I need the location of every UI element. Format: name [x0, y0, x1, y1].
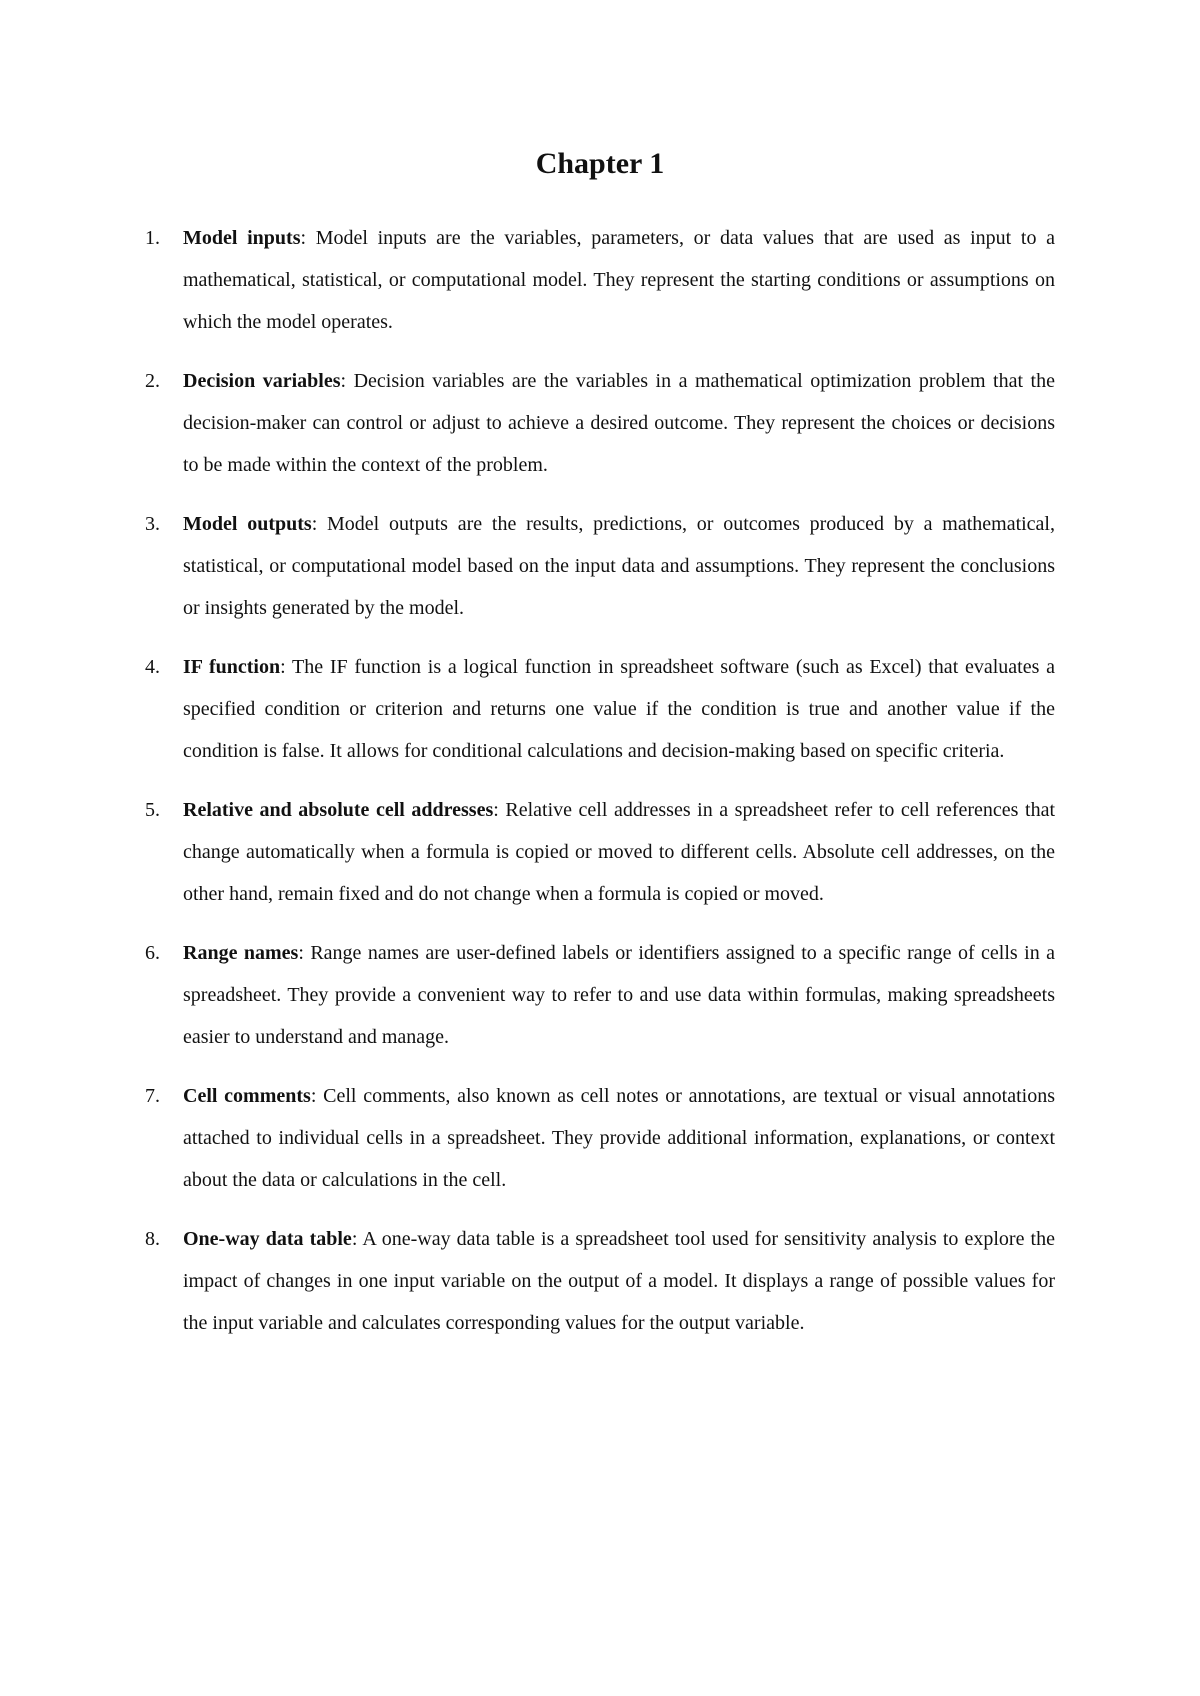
item-definition: : Model inputs are the variables, parameters, or data values that are used as input to a mathematical, statistical, or computational model. They represent the starting conditions or assumptions on which the model operates.: [183, 227, 1055, 333]
list-item: [145, 646, 1055, 772]
item-term: One-way data table: [183, 1228, 352, 1250]
item-definition: : Model outputs are the results, predictions, or outcomes produced by a mathematical, statistical, or computational model based on the input data and assumptions. They represent the conclusions or insights generated by the model.: [183, 513, 1055, 619]
item-number: 8.: [145, 1228, 160, 1250]
item-number: 5.: [145, 799, 160, 821]
item-number: 4.: [145, 656, 160, 678]
list-item: [145, 932, 1055, 1058]
item-term: Decision variables: [183, 370, 341, 392]
item-term: Range names: [183, 942, 299, 964]
item-number: 6.: [145, 942, 160, 964]
item-definition: : Decision variables are the variables in a mathematical optimization problem that the decision-maker can control or adjust to achieve a desired outcome. They represent the choices or decisions to be made within the context of the problem.: [183, 370, 1055, 476]
list-item: [145, 503, 1055, 629]
list-item: [145, 789, 1055, 915]
item-term: IF function: [183, 656, 281, 678]
item-term: Cell comments: [183, 1085, 311, 1107]
item-number: 3.: [145, 513, 160, 535]
item-number: 2.: [145, 370, 160, 392]
item-definition: : Cell comments, also known as cell notes or annotations, are textual or visual annotations attached to individual cells in a spreadsheet. They provide additional information, explanations, or context about the data or calculations in the cell.: [183, 1085, 1056, 1191]
list-item: [145, 360, 1055, 486]
list-item: [145, 217, 1055, 343]
item-number: 1.: [145, 227, 160, 249]
item-definition: : Range names are user-defined labels or identifiers assigned to a specific range of cells in a spreadsheet. They provide a convenient way to refer to and use data within formulas, making spreadsheets easier to understand and manage.: [183, 942, 1055, 1048]
item-term: Model inputs: [183, 227, 301, 249]
item-definition: : A one-way data table is a spreadsheet tool used for sensitivity analysis to explore the impact of changes in one input variable on the output of a model. It displays a range of possible values for the input variable and calculates corresponding values for the output variable.: [183, 1228, 1055, 1334]
list-item: [145, 1075, 1055, 1201]
item-number: 7.: [145, 1085, 160, 1107]
item-definition: : The IF function is a logical function in spreadsheet software (such as Excel) that evaluates a specified condition or criterion and returns one value if the condition is true and another value if the condition is false. It allows for conditional calculations and decision-making based on specific criteria.: [183, 656, 1055, 762]
item-term: Relative and absolute cell addresses: [183, 799, 494, 821]
item-definition: : Relative cell addresses in a spreadsheet refer to cell references that change automatically when a formula is copied or moved to different cells. Absolute cell addresses, on the other hand, remain fixed and do not change when a formula is copied or moved.: [183, 799, 1055, 905]
page-title: Chapter 1: [535, 147, 665, 180]
item-term: Model outputs: [183, 513, 312, 535]
list-item: [145, 1218, 1055, 1344]
definition-list: [145, 217, 1055, 1361]
